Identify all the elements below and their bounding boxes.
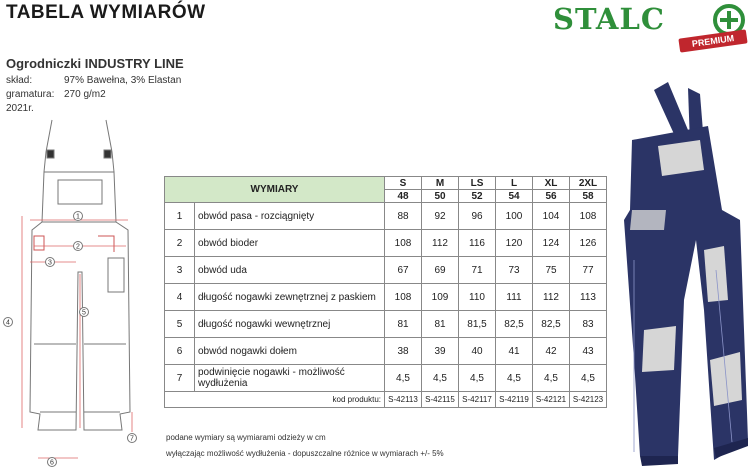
table-row (165, 365, 607, 392)
footnotes (166, 430, 444, 462)
table-cell: 69 (422, 257, 459, 284)
table-cell: 71 (459, 257, 496, 284)
table-cell: 73 (496, 257, 533, 284)
overalls-sketch (0, 112, 160, 468)
callout-3: 3 (48, 259, 52, 267)
table-cell: 40 (459, 338, 496, 365)
table-cell: 81 (422, 311, 459, 338)
table-cell: 108 (570, 203, 607, 230)
table-row (165, 230, 607, 257)
table-cell: 81,5 (459, 311, 496, 338)
table-cell: 126 (570, 230, 607, 257)
table-cell: 120 (496, 230, 533, 257)
product-code: S-42113 (385, 392, 422, 408)
footnote: wyłączając możliwość wydłużenia - dopuszczalne różnice w wymiarach +/- 5% (166, 449, 444, 458)
table-row (165, 203, 607, 230)
row-label: długość nogawki zewnętrznej z paskiem (195, 284, 385, 311)
table-cell: 96 (459, 203, 496, 230)
table-cell: 104 (533, 203, 570, 230)
table-cell: 88 (385, 203, 422, 230)
table-row (165, 311, 607, 338)
product-code: S-42123 (570, 392, 607, 408)
table-cell: 100 (496, 203, 533, 230)
table-cell: 4,5 (533, 365, 570, 392)
table-cell: 82,5 (496, 311, 533, 338)
size-number: 56 (533, 190, 570, 203)
table-cell: 82,5 (533, 311, 570, 338)
spec-key: gramatura: (6, 89, 55, 100)
premium-ribbon: PREMIUM (678, 29, 747, 52)
spec-composition (6, 74, 181, 88)
spec-weight (6, 88, 181, 102)
row-label: obwód nogawki dołem (195, 338, 385, 365)
table-cell: 92 (422, 203, 459, 230)
product-code: S-42117 (459, 392, 496, 408)
table-cell: 83 (570, 311, 607, 338)
table-cell: 39 (422, 338, 459, 365)
table-cell: 110 (459, 284, 496, 311)
table-cell: 43 (570, 338, 607, 365)
size-label: L (496, 177, 533, 190)
callout-4: 4 (6, 319, 10, 327)
product-name: Ogrodniczki INDUSTRY LINE (6, 56, 184, 71)
table-cell: 81 (385, 311, 422, 338)
row-label: podwinięcie nogawki - możliwość wydłużenia (195, 365, 385, 392)
table-cell: 112 (533, 284, 570, 311)
product-code: S-42115 (422, 392, 459, 408)
table-cell: 77 (570, 257, 607, 284)
table-cell: 112 (422, 230, 459, 257)
size-number: 48 (385, 190, 422, 203)
callout-1: 1 (76, 213, 80, 221)
footnote: podane wymiary są wymiarami odzieży w cm (166, 433, 326, 442)
callout-6: 6 (50, 459, 54, 467)
page-title: TABELA WYMIARÓW (6, 2, 206, 23)
spec-value: 97% Bawełna, 3% Elastan (64, 75, 182, 86)
table-cell: 38 (385, 338, 422, 365)
size-label: LS (459, 177, 496, 190)
row-number: 2 (165, 230, 195, 257)
size-label: M (422, 177, 459, 190)
row-label: obwód bioder (195, 230, 385, 257)
table-cell: 4,5 (422, 365, 459, 392)
row-number: 6 (165, 338, 195, 365)
table-cell: 111 (496, 284, 533, 311)
row-number: 7 (165, 365, 195, 392)
table-cell: 4,5 (496, 365, 533, 392)
table-row (165, 257, 607, 284)
product-code-label: kod produktu: (165, 392, 385, 408)
table-cell: 108 (385, 284, 422, 311)
callout-2: 2 (76, 243, 80, 251)
row-number: 4 (165, 284, 195, 311)
row-label: obwód pasa - rozciągnięty (195, 203, 385, 230)
size-number: 52 (459, 190, 496, 203)
size-number: 58 (570, 190, 607, 203)
table-row (165, 284, 607, 311)
table-cell: 108 (385, 230, 422, 257)
size-label: S (385, 177, 422, 190)
table-cell: 109 (422, 284, 459, 311)
table-header-wymiary: WYMIARY (165, 177, 385, 203)
table-cell: 42 (533, 338, 570, 365)
size-label: 2XL (570, 177, 607, 190)
overalls-photo (604, 60, 750, 468)
size-number: 54 (496, 190, 533, 203)
table-cell: 116 (459, 230, 496, 257)
table-cell: 67 (385, 257, 422, 284)
row-label: długość nogawki wewnętrznej (195, 311, 385, 338)
product-code-row (165, 392, 607, 408)
row-label: obwód uda (195, 257, 385, 284)
product-code: S-42119 (496, 392, 533, 408)
table-cell: 124 (533, 230, 570, 257)
size-label: XL (533, 177, 570, 190)
product-code: S-42121 (533, 392, 570, 408)
product-year: 2021r. (6, 103, 34, 114)
table-cell: 75 (533, 257, 570, 284)
table-cell: 4,5 (385, 365, 422, 392)
brand-logo-text: STALC (553, 2, 665, 36)
spec-value: 270 g/m2 (64, 89, 106, 100)
row-number: 3 (165, 257, 195, 284)
size-table (164, 176, 607, 408)
callout-5: 5 (82, 309, 86, 317)
callout-7: 7 (130, 435, 134, 443)
size-number: 50 (422, 190, 459, 203)
table-cell: 4,5 (459, 365, 496, 392)
table-cell: 4,5 (570, 365, 607, 392)
row-number: 1 (165, 203, 195, 230)
table-cell: 41 (496, 338, 533, 365)
brand-logo (553, 2, 747, 52)
table-cell: 113 (570, 284, 607, 311)
table-row (165, 338, 607, 365)
row-number: 5 (165, 311, 195, 338)
product-specs (6, 74, 181, 116)
spec-key: skład: (6, 75, 33, 86)
